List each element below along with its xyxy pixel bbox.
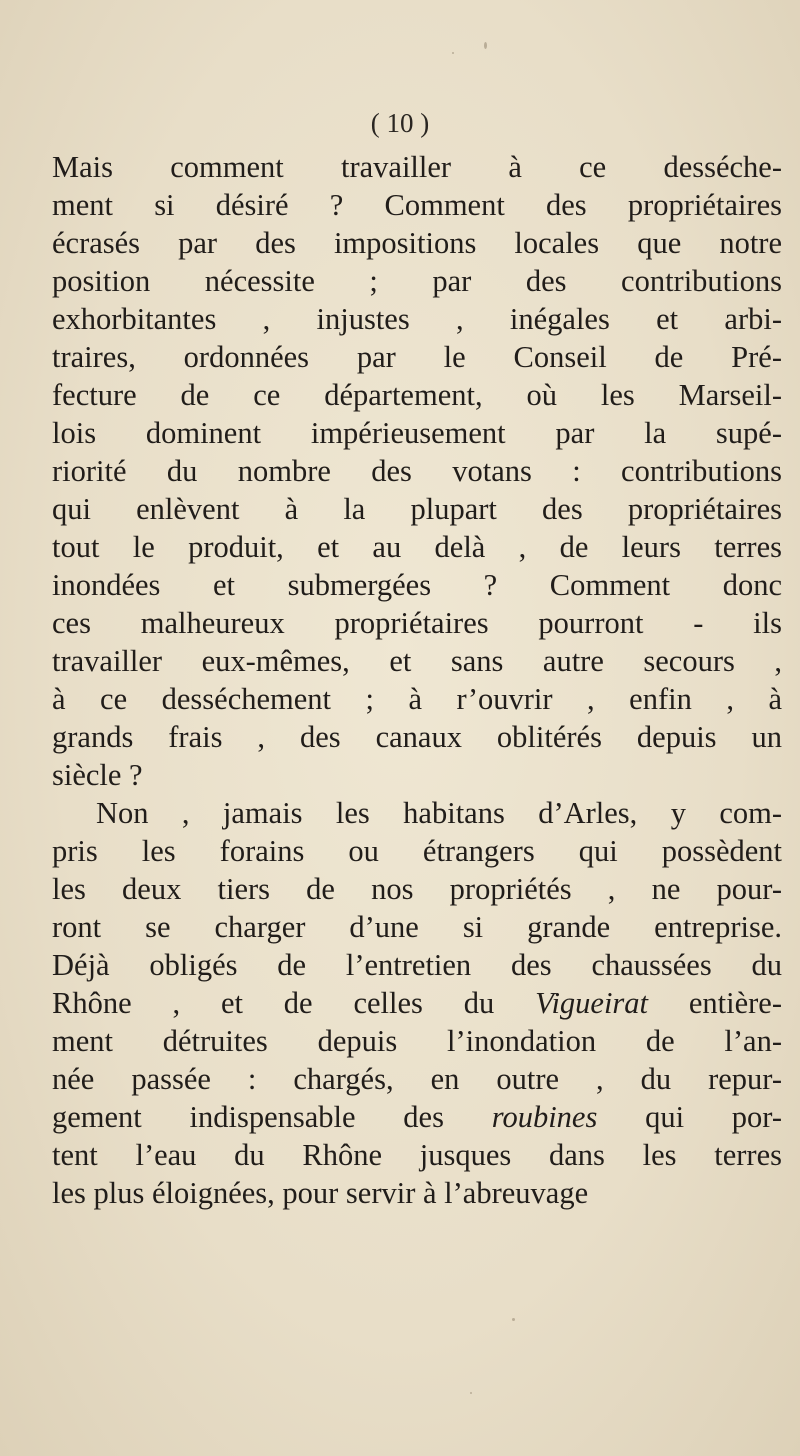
text-run: traires, ordonnées par le Conseil de Pré- — [52, 340, 782, 374]
text-run: ment détruites depuis l’inondation de l’an- — [52, 1024, 782, 1058]
text-line — [52, 1098, 782, 1136]
text-run: ces malheureux propriétaires pourront - ils — [52, 606, 782, 640]
text-line — [52, 832, 782, 870]
text-line — [52, 908, 782, 946]
text-run: qui enlèvent à la plupart des propriétaires — [52, 492, 782, 526]
text-run: née passée : chargés, en outre , du repur- — [52, 1062, 782, 1096]
text-run: Non , jamais les habitans d’Arles, y com- — [96, 796, 782, 830]
text-line — [52, 946, 782, 984]
paper-speck — [512, 1318, 515, 1321]
text-run: ront se charger d’une si grande entreprise. — [52, 910, 782, 944]
text-line — [52, 680, 782, 718]
text-line — [52, 642, 782, 680]
text-run: les plus éloignées, pour servir à l’abreuvage — [52, 1176, 589, 1210]
text-run: position nécessite ; par des contributions — [52, 264, 782, 298]
text-line — [52, 452, 782, 490]
text-run: entière- — [648, 986, 783, 1020]
text-run: lois dominent impérieusement par la supé- — [52, 416, 782, 450]
page-number: ( 10 ) — [370, 108, 430, 138]
text-line — [52, 376, 782, 414]
text-run: inondées et submergées ? Comment donc — [52, 568, 782, 602]
text-line — [52, 984, 782, 1022]
text-line — [52, 1174, 782, 1212]
text-line — [52, 414, 782, 452]
italic-term: Vigueirat — [535, 986, 649, 1020]
text-run: les deux tiers de nos propriétés , ne pour- — [52, 872, 782, 906]
text-line — [52, 1060, 782, 1098]
text-line — [52, 262, 782, 300]
body-text — [52, 148, 782, 1212]
text-run: tent l’eau du Rhône jusques dans les terres — [52, 1138, 782, 1172]
text-line — [52, 1136, 782, 1174]
text-line — [52, 338, 782, 376]
text-line — [52, 870, 782, 908]
text-run: fecture de ce département, où les Marseil- — [52, 378, 782, 412]
text-run: qui por- — [597, 1100, 782, 1134]
text-line — [52, 490, 782, 528]
text-line — [52, 224, 782, 262]
text-run: Déjà obligés de l’entretien des chaussées du — [52, 948, 782, 982]
text-run: à ce desséchement ; à r’ouvrir , enfin , à — [52, 682, 782, 716]
text-line — [52, 718, 782, 756]
text-run: tout le produit, et au delà , de leurs terres — [52, 530, 782, 564]
text-line — [52, 528, 782, 566]
text-run: ment si désiré ? Comment des propriétaires — [52, 188, 782, 222]
text-run: Rhône , et de celles du — [52, 986, 536, 1020]
paper-speck — [452, 52, 454, 54]
text-line — [52, 794, 782, 832]
text-run: siècle ? — [52, 758, 143, 792]
paper-speck — [470, 1392, 472, 1394]
text-line — [52, 148, 782, 186]
text-run: écrasés par des impositions locales que notre — [52, 226, 782, 260]
text-line — [52, 1022, 782, 1060]
text-run: gement indispensable des — [52, 1100, 492, 1134]
text-run: Mais comment travailler à ce desséche- — [52, 150, 782, 184]
text-line — [52, 566, 782, 604]
text-line — [52, 604, 782, 642]
italic-term: roubines — [491, 1100, 598, 1134]
text-line — [52, 756, 782, 794]
text-run: riorité du nombre des votans : contributions — [52, 454, 782, 488]
text-line — [52, 300, 782, 338]
text-run: pris les forains ou étrangers qui possèdent — [52, 834, 782, 868]
paper-speck — [484, 42, 487, 49]
text-run: exhorbitantes , injustes , inégales et arbi- — [52, 302, 782, 336]
text-run: grands frais , des canaux oblitérés depuis un — [52, 720, 782, 754]
text-run: travailler eux-mêmes, et sans autre secours , — [52, 644, 782, 678]
text-line — [52, 186, 782, 224]
